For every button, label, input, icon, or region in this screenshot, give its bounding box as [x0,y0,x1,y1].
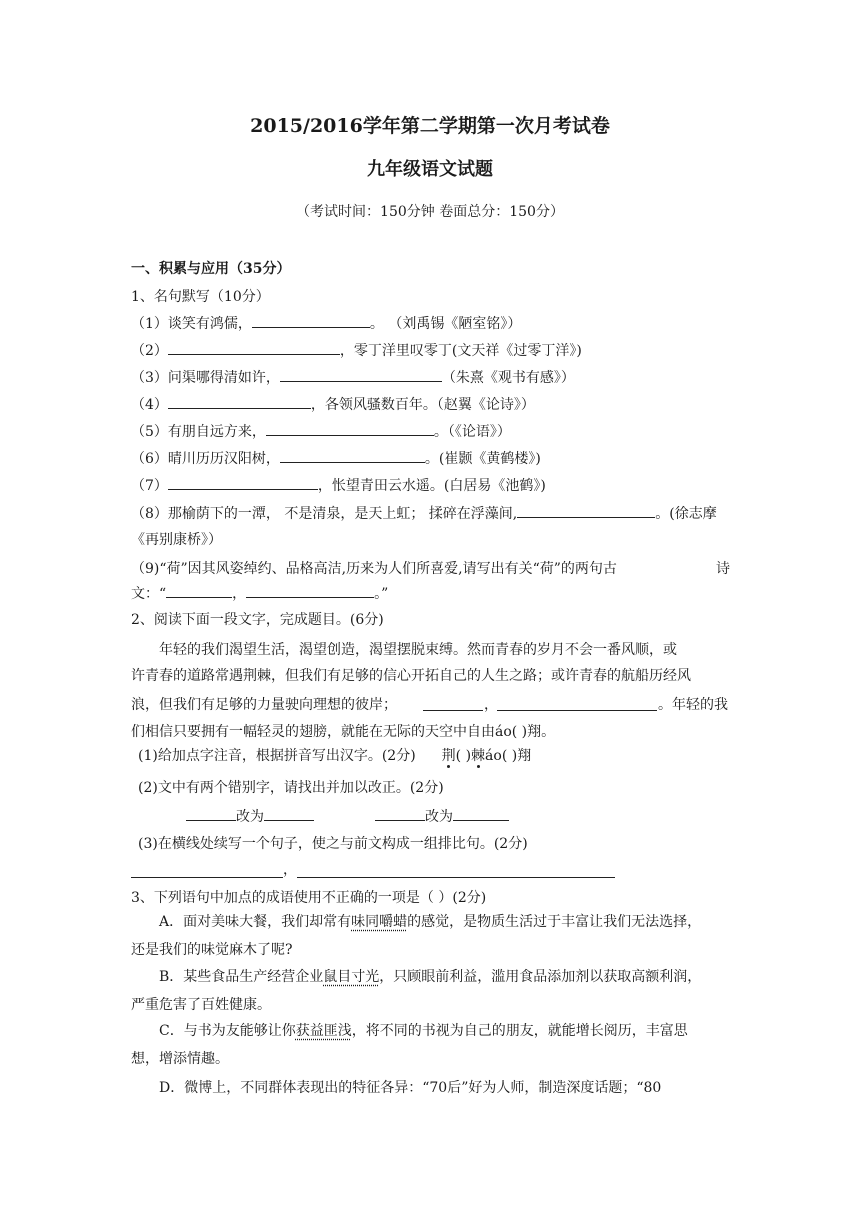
fix-label: 改为 [425,809,453,825]
q1-item-1-post: 。 （刘禹锡《陋室铭》） [369,316,522,332]
section-heading: 一、积累与应用（35分） [131,261,291,277]
q1-item-3-pre: （3）问渠哪得清如许， [131,370,280,386]
exam-time-note: （考试时间：150分钟 卷面总分：150分） [296,204,564,220]
option-a-post: 的感觉，是物质生活过于丰富让我们无法选择， [407,914,702,930]
q2-sub-1-tail: áo( )翔 [485,748,532,764]
answer-blank[interactable] [264,806,314,821]
answer-blank[interactable] [375,806,425,821]
question-2-heading: 2、阅读下面一段文字，完成题目。(6分) [131,612,384,628]
passage-line-4: 们相信只要拥有一幅轻灵的翅膀，就能在无际的天空中自由áo( )翔。 [131,724,556,740]
q2-sub-3: (3)在横线处续写一个句子，使之与前文构成一组排比句。(2分) [138,836,528,852]
option-a-line-1 [159,912,701,932]
answer-blank[interactable] [131,877,283,878]
option-c-pre: C．与书为友能够让你 [159,1023,296,1039]
fix-label: 改为 [236,809,264,825]
option-c-line-1 [159,1021,688,1041]
q1-item-8-pre: （8）那榆荫下的一潭， 不是清泉，是天上虹； 揉碎在浮藻间, [131,506,518,522]
answer-blank[interactable] [297,877,615,878]
q2-sub-1-paren: ( ) [455,748,472,764]
q1-item-7 [131,475,546,496]
q1-item-1-pre: （1）谈笑有鸿儒， [131,316,252,332]
q1-item-1 [131,313,521,334]
exam-subtitle: 九年级语文试题 [367,159,493,180]
passage-line-3-text: 浪，但我们有足够的力量驶向理想的彼岸； [131,697,397,713]
q2-sub-1-text: (1)给加点字注音，根据拼音写出汉字。(2分) [138,748,416,764]
question-1-heading: 1、名句默写（10分） [131,289,270,305]
q2-fix-2 [375,806,509,827]
option-b-pre: B．某些食品生产经营企业 [159,969,324,985]
q1-item-8 [131,503,717,524]
passage-comma: ， [484,697,498,713]
q1-item-8-cont: 《再别康桥》） [131,532,222,548]
option-c-post: ，将不同的书视为自己的朋友，就能增长阅历，丰富思 [351,1023,688,1039]
answer-blank[interactable] [266,421,434,436]
q1-item-7-post: ，怅望青田云水遥。(白居易《池鹤》) [317,478,546,494]
option-b-line-1 [159,967,701,987]
q1-item-4-pre: （4） [131,397,168,413]
answer-blank[interactable] [497,710,657,711]
answer-blank[interactable] [252,313,370,328]
q1-item-9: （9)“荷”因其风姿绰约、品格高洁,历来为人们所喜爱,请写出有关“荷”的两句古 [131,561,617,577]
answer-blank[interactable] [517,503,655,518]
q2-sub-1 [138,746,531,766]
q1-item-5-pre: （5）有朋自远方来， [131,424,266,440]
q1-item-6-post: 。(崔颢《黄鹤楼》) [424,451,541,467]
dotted-idiom: 获益匪浅 [295,1023,352,1039]
passage-line-3 [131,695,397,715]
option-b-post: ，只顾眼前利益，滥用食品添加剂以获取高额利润， [379,969,702,985]
answer-blank[interactable] [246,583,374,598]
option-a-line-2: 还是我们的味觉麻木了呢? [131,942,293,958]
dotted-char: 棘 [471,748,486,764]
option-b-line-2: 严重危害了百姓健康。 [131,997,271,1013]
answer-blank[interactable] [168,475,318,490]
passage-line-2: 许青春的道路常遇荆棘，但我们有足够的信心开拓自己的人生之路；或许青春的航船历经风 [131,668,691,684]
q1-item-9-comma: ， [232,586,247,602]
q1-item-4-post: ，各领风骚数百年。（赵翼《论诗》） [310,397,535,413]
q1-item-5 [131,421,511,442]
option-d-line-1: D．微博上，不同群体表现出的特征各异：“70后”好为人师，制造深度话题；“80 [159,1080,662,1096]
q1-item-7-pre: （7） [131,478,168,494]
answer-blank[interactable] [280,367,442,382]
q1-item-6 [131,448,541,469]
answer-blank[interactable] [168,340,340,355]
q1-item-9-tail: 诗 [716,561,730,577]
option-c-line-2: 想，增添情趣。 [131,1051,229,1067]
answer-blank[interactable] [166,583,232,598]
q1-item-2 [131,340,582,361]
q1-item-5-post: 。（《论语》） [433,424,511,440]
passage-line-3-tail: 。年轻的我 [658,697,728,713]
answer-blank[interactable] [168,394,311,409]
q2-fix-1 [186,806,314,827]
q1-item-6-pre: （6）晴川历历汉阳树， [131,451,280,467]
q2-sub-3-comma: ， [283,862,297,878]
q1-item-9-answer [131,583,388,604]
answer-blank[interactable] [423,710,483,711]
dotted-idiom: 鼠目寸光 [323,969,380,985]
q1-item-4 [131,394,535,415]
q1-item-2-post: ，零丁洋里叹零丁(文天祥《过零丁洋》) [339,343,582,359]
dotted-idiom: 味同嚼蜡 [351,914,408,930]
exam-title: 2015/2016学年第二学期第一次月考试卷 [250,115,610,137]
option-a-pre: A．面对美味大餐，我们却常有 [159,914,352,930]
dotted-char: 荆 [441,748,456,764]
question-3-heading: 3、下列语句中加点的成语使用不正确的一项是（ ）(2分) [131,890,487,906]
q1-item-3-post: （朱熹《观书有感》） [441,370,575,386]
passage-line-1: 年轻的我们渴望生活，渴望创造，渴望摆脱束缚。然而青春的岁月不会一番风顺，或 [159,642,677,658]
answer-blank[interactable] [280,448,425,463]
answer-blank[interactable] [186,806,236,821]
answer-blank[interactable] [453,806,509,821]
q1-item-3 [131,367,575,388]
q2-sub-2: (2)文中有两个错别字，请找出并加以改正。(2分) [138,780,444,796]
q1-item-9-post: 。” [374,586,389,602]
q1-item-2-pre: （2） [131,343,168,359]
q1-item-8-post: 。(徐志摩 [655,506,717,522]
q1-item-9-pre: 文：“ [131,586,167,602]
